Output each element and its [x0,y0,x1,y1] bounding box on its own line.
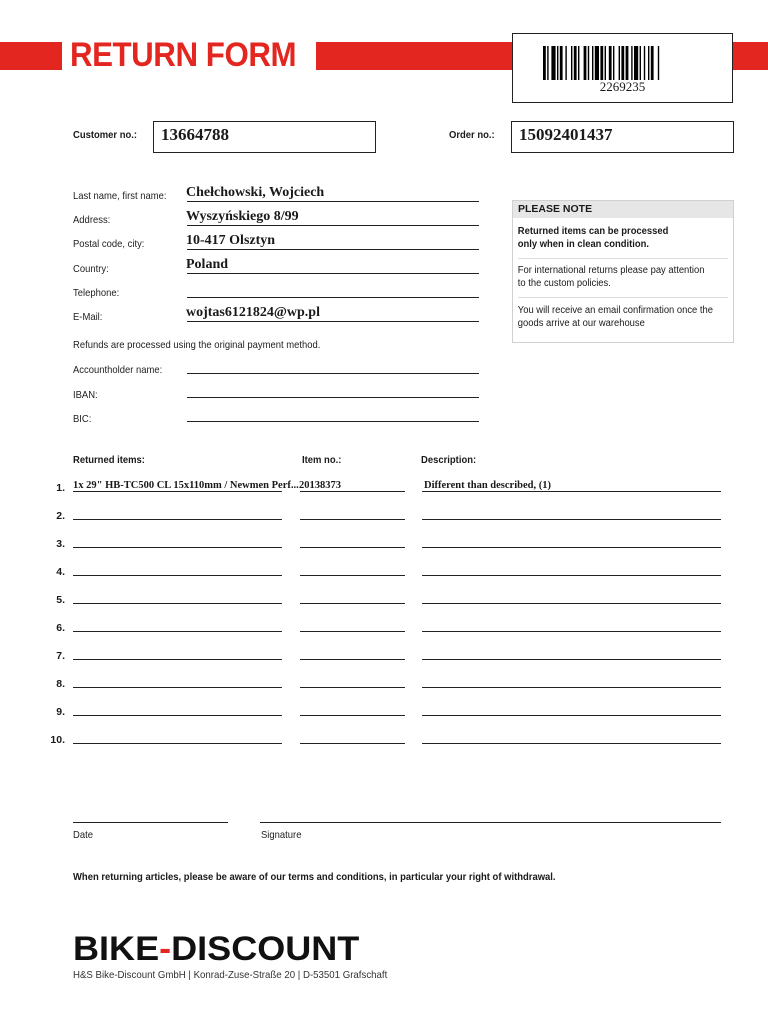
accountholder-field[interactable] [187,373,479,374]
note-international-line2: to the custom policies. [517,278,611,289]
customer-no-value: 13664788 [161,125,229,144]
note-email-line2: goods arrive at our warehouse [517,318,645,329]
description-field[interactable] [422,575,721,576]
item-name-field[interactable] [73,575,282,576]
row-number: 5. [56,594,65,606]
address-field[interactable] [187,225,479,226]
description-field[interactable] [422,547,721,548]
accountholder-label: Accountholder name: [73,364,163,376]
note-clean-line2: only when in clean condition. [517,239,649,250]
bike-discount-logo [73,930,359,969]
email-value: wojtas6121824@wp.pl [186,305,320,320]
item-no-field[interactable] [300,491,405,492]
date-label: Date [73,829,93,841]
terms-notice: When returning articles, please be aware of our terms and conditions, in particular your right of withdrawal. [73,871,556,883]
description-field[interactable] [422,715,721,716]
name-value: Chełchowski, Wojciech [186,185,325,200]
returned-items-label: Returned items: [73,454,145,466]
logo-text-discount: DISCOUNT [171,930,360,968]
item-no-label: Item no.: [302,454,342,466]
bic-label: BIC: [73,413,92,425]
address-value: Wyszyńskiego 8/99 [186,209,299,224]
barcode-number: 2269235 [599,79,646,94]
note-international-line1: For international returns please pay attention [517,265,705,276]
note-clean-line1: Returned items can be processed [517,226,669,237]
item-name-field[interactable] [73,547,282,548]
please-note-box [512,200,734,343]
iban-label: IBAN: [73,389,98,401]
row-number: 1. [56,482,65,494]
signature-field[interactable] [260,822,721,823]
item-no-field[interactable] [300,519,405,520]
please-note-heading: PLEASE NOTE [513,201,733,218]
bic-field[interactable] [187,421,479,422]
item-name-value: 1x 29" HB-TC500 CL 15x110mm / Newmen Perf... [73,480,299,491]
postal-field[interactable] [187,249,479,250]
country-value: Poland [186,257,229,272]
item-no-field[interactable] [300,715,405,716]
barcode-bars [543,46,703,80]
iban-field[interactable] [187,397,479,398]
date-field[interactable] [73,822,228,823]
telephone-field[interactable] [187,297,479,298]
postal-value: 10-417 Olsztyn [186,233,276,248]
telephone-label: Telephone: [73,287,120,299]
row-number: 3. [56,538,65,550]
description-field[interactable] [422,491,721,492]
item-name-field[interactable] [73,519,282,520]
country-field[interactable] [187,273,479,274]
refund-note: Refunds are processed using the original payment method. [73,339,321,351]
header-bar-right [731,42,768,70]
description-field[interactable] [422,519,721,520]
item-name-field[interactable] [73,743,282,744]
order-no-label: Order no.: [449,129,495,141]
description-label: Description: [421,454,477,466]
email-label: E-Mail: [73,311,103,323]
item-no-field[interactable] [300,575,405,576]
order-no-value: 15092401437 [519,125,613,144]
item-no-field[interactable] [300,743,405,744]
logo-dash: - [159,930,172,968]
country-label: Country: [73,263,109,275]
item-name-field[interactable] [73,631,282,632]
name-label: Last name, first name: [73,190,167,202]
description-field[interactable] [422,659,721,660]
item-no-value: 20138373 [299,480,341,491]
name-field[interactable] [187,201,479,202]
row-number: 9. [56,706,65,718]
postal-label: Postal code, city: [73,238,145,250]
row-number: 10. [50,734,65,746]
description-field[interactable] [422,743,721,744]
description-field[interactable] [422,631,721,632]
item-name-field[interactable] [73,687,282,688]
item-name-field[interactable] [73,715,282,716]
item-no-field[interactable] [300,603,405,604]
row-number: 2. [56,510,65,522]
item-no-field[interactable] [300,687,405,688]
row-number: 6. [56,622,65,634]
company-address: H&S Bike-Discount GmbH | Konrad-Zuse-Straße 20 | D-53501 Grafschaft [73,969,388,981]
description-value: Different than described, (1) [424,480,551,491]
email-field[interactable] [187,321,479,322]
description-field[interactable] [422,603,721,604]
item-no-field[interactable] [300,659,405,660]
item-name-field[interactable] [73,603,282,604]
row-number: 7. [56,650,65,662]
order-no-field[interactable] [511,121,734,153]
description-field[interactable] [422,687,721,688]
item-name-field[interactable] [73,491,282,492]
item-no-field[interactable] [300,631,405,632]
row-number: 8. [56,678,65,690]
note-email-line1: You will receive an email confirmation once the [517,305,713,316]
signature-label: Signature [261,829,302,841]
logo-text-bike: BIKE [73,930,160,968]
header-bar-middle [316,42,512,70]
header-bar-left [0,42,62,70]
customer-no-label: Customer no.: [73,129,138,141]
item-name-field[interactable] [73,659,282,660]
barcode [512,33,733,103]
address-label: Address: [73,214,111,226]
row-number: 4. [56,566,65,578]
customer-no-field[interactable] [153,121,376,153]
page-title: RETURN FORM [70,36,297,74]
item-no-field[interactable] [300,547,405,548]
